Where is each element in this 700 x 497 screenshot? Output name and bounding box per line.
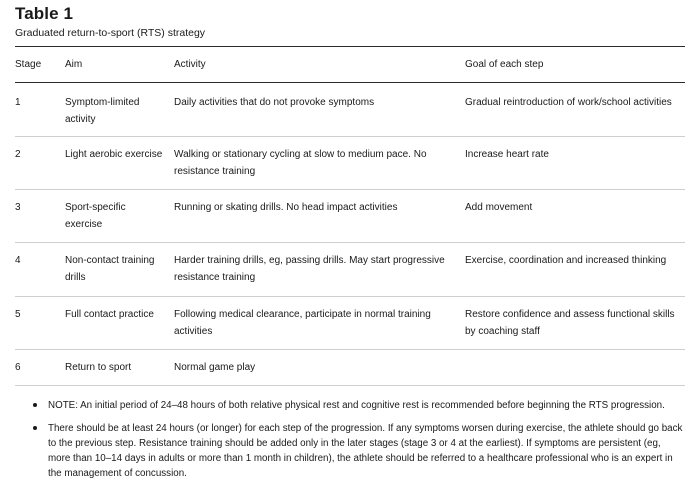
table-bottom-rule bbox=[15, 385, 685, 386]
table-cell-aim: Non-contact training drills bbox=[65, 255, 155, 283]
bullet-icon bbox=[33, 403, 37, 407]
table-cell-aim: Full contact practice bbox=[65, 309, 154, 320]
table-cell-aim: Light aerobic exercise bbox=[65, 149, 163, 160]
column-header-stage: Stage bbox=[15, 59, 42, 70]
note-item bbox=[30, 421, 685, 481]
column-header-aim: Aim bbox=[65, 59, 83, 70]
row-divider bbox=[15, 349, 685, 350]
table-cell-stage: 3 bbox=[15, 202, 21, 213]
table-notes bbox=[30, 398, 685, 489]
table-cell-goal: Increase heart rate bbox=[465, 149, 549, 160]
note-text: There should be at least 24 hours (or longer) for each step of the progression. If any symptoms worsen during exercise, the athlete should go back to the previous step. Resistance training should be added only in the later stages (stage 3 or 4 at the earliest). If symptoms are persistent (eg, more than 10–14 days in adults or more than 1 month in children), the athlete should be referred to a healthcare professional who is an expert in the management of concussion. bbox=[48, 423, 683, 479]
row-divider bbox=[15, 189, 685, 190]
bullet-icon bbox=[33, 426, 37, 430]
table-title: Table 1 bbox=[15, 4, 74, 23]
table-cell-activity: Running or skating drills. No head impact activities bbox=[174, 202, 398, 213]
table-cell-stage: 5 bbox=[15, 309, 21, 320]
row-divider bbox=[15, 296, 685, 297]
table-cell-activity: Harder training drills, eg, passing drills. May start progressive resistance training bbox=[174, 255, 445, 283]
table-cell-goal: Restore confidence and assess functional skills by coaching staff bbox=[465, 309, 675, 337]
table-subtitle: Graduated return-to-sport (RTS) strategy bbox=[15, 27, 206, 39]
column-header-activity: Activity bbox=[174, 59, 206, 70]
table-cell-stage: 2 bbox=[15, 149, 21, 160]
table-cell-activity: Following medical clearance, participate in normal training activities bbox=[174, 309, 431, 337]
note-item bbox=[30, 398, 685, 413]
table-cell-activity: Walking or stationary cycling at slow to medium pace. No resistance training bbox=[174, 149, 427, 177]
table-cell-activity: Normal game play bbox=[174, 362, 256, 373]
row-divider bbox=[15, 242, 685, 243]
header-top-rule bbox=[15, 46, 685, 47]
table-cell-aim: Symptom-limited activity bbox=[65, 97, 140, 125]
table-cell-goal: Gradual reintroduction of work/school activities bbox=[465, 97, 672, 108]
table-cell-aim: Sport-specific exercise bbox=[65, 202, 126, 230]
table-cell-stage: 6 bbox=[15, 362, 21, 373]
table-cell-activity: Daily activities that do not provoke symptoms bbox=[174, 97, 375, 108]
column-header-goal: Goal of each step bbox=[465, 59, 544, 70]
table-cell-aim: Return to sport bbox=[65, 362, 132, 373]
table-cell-goal: Add movement bbox=[465, 202, 533, 213]
table-cell-stage: 4 bbox=[15, 255, 21, 266]
table-cell-goal: Exercise, coordination and increased thinking bbox=[465, 255, 667, 266]
table-cell-stage: 1 bbox=[15, 97, 21, 108]
header-bottom-rule bbox=[15, 82, 685, 83]
note-text: NOTE: An initial period of 24–48 hours of both relative physical rest and cognitive rest is recommended before beginning the RTS progression. bbox=[48, 400, 665, 411]
row-divider bbox=[15, 136, 685, 137]
